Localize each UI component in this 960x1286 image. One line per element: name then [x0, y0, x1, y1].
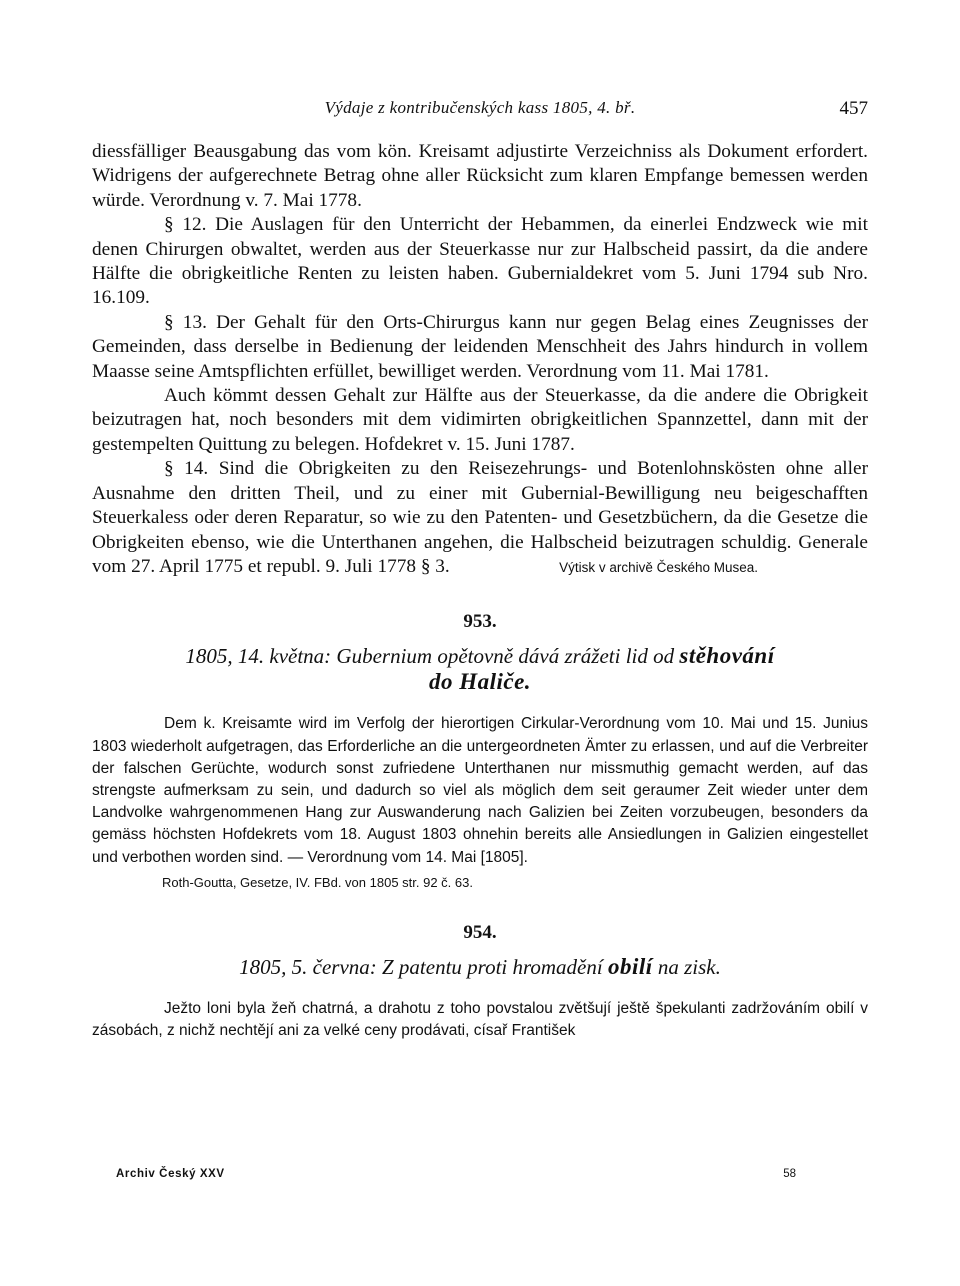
footer-signature: Archiv Český XXV	[116, 1168, 225, 1180]
document-title-954	[92, 954, 868, 980]
document-title-953	[92, 643, 868, 695]
source-note: Výtisk v archivě Českého Musea.	[559, 560, 758, 576]
title-bold: stěhování	[679, 643, 775, 669]
title-bold: obilí	[607, 953, 653, 979]
document-number-953: 953.	[463, 611, 497, 633]
document-body	[92, 140, 868, 1042]
paragraph: diessfälliger Beausgabung das vom kön. Kreisamt adjustirte Verzeichniss als Dokument erfordert. Widrigens der aufgerechnete Betrag ohne aller Rücksicht zum klaren Empfange bemessen werden würde. Verordnung v. 7. Mai 1778.	[92, 141, 868, 211]
running-title: Výdaje z kontribučenských kass 1805, 4. bř.	[324, 98, 636, 117]
paragraph-section-14: § 14. Sind die Obrigkeiten zu den Reisezehrungs- und Botenlohnskösten ohne aller Ausnahme den dritten Theil, und zu einer mit Gubernial-Bewilligung neu beigeschafften Steuerkaless oder deren Reparatur, so wie zu den Patenten- und Gesetzbüchern, da die Gesetze die Obrigkeiten ebenso, wie die Unterthanen angehen, die Halbscheid beizutragen schuldig. Generale vom 27. April 1775 et republ. 9. Juli 1778 § 3.	[92, 458, 868, 577]
title-bold: do Haliče.	[428, 669, 532, 695]
paragraph-section-12: § 12. Die Auslagen für den Unterricht der Hebammen, da einerlei Endzweck wie mit denen Chirurgen obwaltet, werden aus der Steuerkasse nur zur Halbscheid passirt, da die andere Hälfte die obrigkeitliche Renten zu leisten haben. Gubernialdekret vom 5. Juni 1794 sub Nro. 16.109.	[92, 214, 868, 309]
paragraph-section-13: § 13. Der Gehalt für den Orts-Chirurgus kann nur gegen Belag eines Zeugnisses der Gemeinden, dass derselbe in Bedienung der leidenden Menschheit des Jahrs hindurch in vollem Maasse seine Amtspflichten erfüllet, bewilliget werden. Verordnung vom 11. Mai 1781.	[92, 311, 868, 382]
title-italic: na zisk.	[657, 954, 721, 979]
document-number-954: 954.	[463, 921, 497, 943]
citation: Roth-Goutta, Gesetze, IV. FBd. von 1805 str. 92 č. 63.	[162, 874, 473, 890]
page-number: 457	[839, 98, 868, 119]
document-text-953: Dem k. Kreisamte wird im Verfolg der hierortigen Cirkular-Verordnung vom 10. Mai und 15. Junius 1803 wiederholt aufgetragen, das Erforderliche an die untergeordneten Ämter zu erlassen, und auf die Verbreiter der falschen Gerüchte, wodurch sonst zufriedene Unterthanen nur missmuthig gemacht werden, auf das strengste aufmerksam zu sein, und dadurch so viel als möglich dem seit geraumer Zeit wieder unter dem Landvolke wahrgenommenen Hang zur Auswanderung nach Galizien bei Zeiten vorzubeugen, besonders da gemäss höchsten Hofdekrets vom 18. August 1803 ohnehin bereits alle Ansiedlungen in Galizien eingestellet und verbothen worden sind. — Verordnung vom 14. Mai [1805].	[92, 715, 868, 866]
running-header	[92, 98, 868, 124]
paragraph: Auch kömmt dessen Gehalt zur Hälfte aus der Steuerkasse, da die andere die Obrigkeit beizutragen hat, noch besonders mit dem vidimirten obrigkeitlichen Spannzettel, dann mit der gestempelten Quittung zu belegen. Hofdekret v. 15. Juni 1787.	[92, 385, 868, 455]
document-text-954: Ježto loni byla žeň chatrná, a drahotu z toho povstalou zvětšují ještě špekulanti zadržováním obilí v zásobách, z nichž nechtějí ani za velké ceny prodávati, císař František	[92, 999, 868, 1039]
title-italic: 1805, 5. června: Z patentu proti hromadění	[239, 954, 603, 979]
title-italic: 1805, 14. května: Gubernium opětovně dává zrážeti lid od	[185, 644, 675, 669]
footer-sheet-number: 58	[783, 1168, 796, 1180]
